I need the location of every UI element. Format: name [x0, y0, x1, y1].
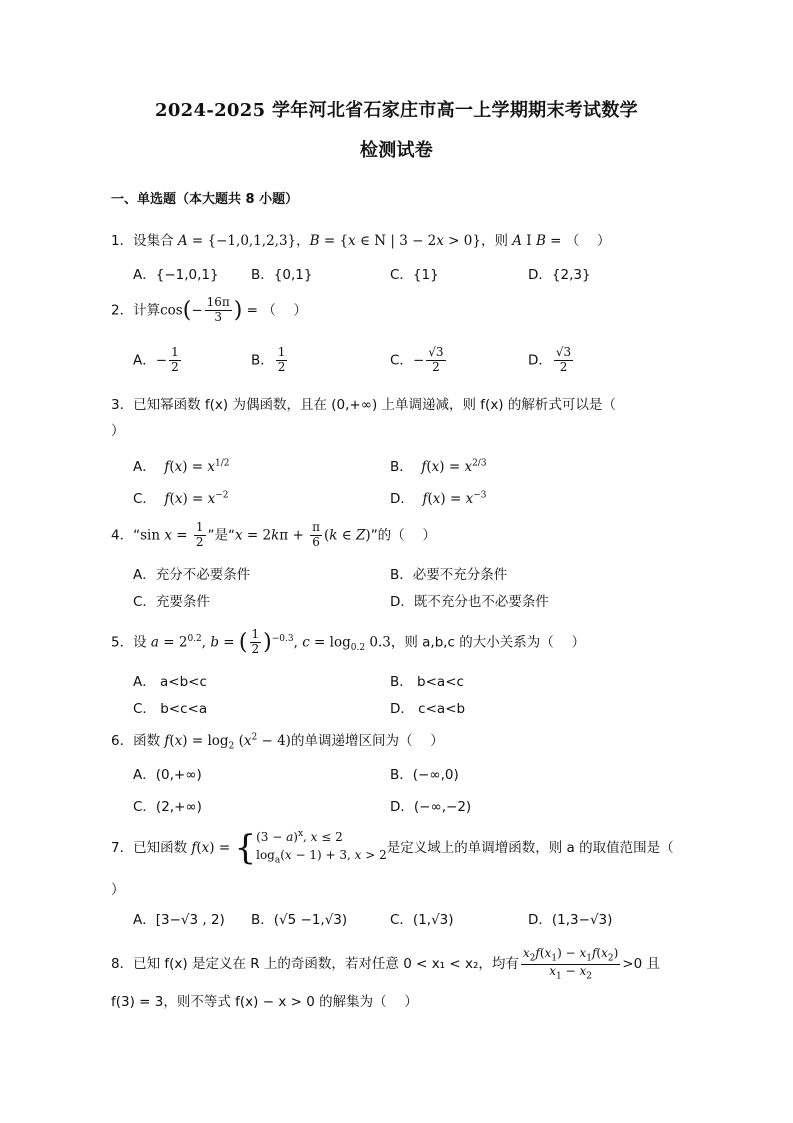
q1-option-c[interactable]: C．{1} [390, 267, 439, 283]
q5-option-a[interactable]: A． a<b<c [133, 674, 207, 690]
q1-option-b[interactable]: B．{0,1} [251, 267, 313, 283]
q2-option-d[interactable]: D． $\frac{√3}{2}$ [528, 345, 572, 374]
q3-option-c[interactable]: C． $f(x) = x^{-2}$ [133, 490, 229, 507]
question-7: 7．已知函数 f(x) = { $(3 - a)^x$, x ≤ 2 $\log_a(x - 1) + 3$, x > 2 是定义域上的单调增函数，则 a 的取值范围是（ [111, 827, 674, 868]
q4-option-a[interactable]: A．充分不必要条件 [133, 567, 251, 583]
question-7-continued: ） [111, 882, 125, 898]
section-heading: 一、单选题（本大题共 8 小题） [111, 192, 299, 207]
q3-option-a[interactable]: A． $f(x) = x^{1/2}$ [133, 458, 230, 475]
question-8: 8．已知 f(x) 是定义在 R 上的奇函数，若对任意 0 < x₁ < x₂，均有 $\frac{x_2f(x_1) - x_1f(x_2)}{x_1 - x_2}$ >0 且 [111, 946, 660, 982]
q7-option-c[interactable]: C．(1,√3) [390, 912, 454, 928]
q2-option-c[interactable]: C．− $\frac{√3}{2}$ [390, 345, 444, 374]
q6-option-c[interactable]: C．(2,+∞) [133, 799, 202, 815]
q3-option-d[interactable]: D． $f(x) = x^{-3}$ [390, 490, 487, 507]
q4-option-d[interactable]: D．既不充分也不必要条件 [390, 594, 549, 610]
q4-option-b[interactable]: B．必要不充分条件 [390, 567, 508, 583]
q6-option-a[interactable]: A．(0,+∞) [133, 767, 202, 783]
question-4: 4．“sin x = $\frac{1}{2}$ ”是“x = 2kπ + $\frac{\pi}{6}$ (k ∈ Z)”的（ ） [111, 520, 436, 549]
q7-option-d[interactable]: D．(1,3−√3) [528, 912, 613, 928]
question-3-continued: ） [111, 423, 125, 439]
q4-option-c[interactable]: C．充要条件 [133, 594, 210, 610]
question-5: 5．设 $a = 2^{0.2}$, b = ( $\frac{1}{2}$ )$^{-0.3}$, $c = \log_{0.2} 0.3$，则 a,b,c 的大小关系为（ ） [111, 627, 586, 656]
q7-option-a[interactable]: A．[3−√3 , 2) [133, 912, 225, 928]
question-2: 2．计算cos(− $\frac{16\pi}{3}$ ) = （ ） [111, 295, 308, 324]
question-1: 1．设集合 A = {−1,0,1,2,3}，B = {x ∈ N | 3 − 2x > 0}，则 A I B = （ ） [111, 233, 611, 249]
q3-option-b[interactable]: B． $f(x) = x^{2/3}$ [390, 458, 487, 475]
q5-option-c[interactable]: C． b<c<a [133, 701, 208, 717]
q6-option-d[interactable]: D．(−∞,−2) [390, 799, 472, 815]
question-8-continued: f(3) = 3，则不等式 f(x) − x > 0 的解集为（ ） [111, 994, 418, 1010]
q5-option-b[interactable]: B． b<a<c [390, 674, 464, 690]
q1-option-d[interactable]: D．{2,3} [528, 267, 591, 283]
exam-title: 2024-2025 学年河北省石家庄市高一上学期期末考试数学 [155, 100, 638, 121]
exam-subtitle: 检测试卷 [359, 140, 434, 161]
question-3: 3．已知幂函数 f(x) 为偶函数，且在 (0,+∞) 上单调递减，则 f(x) 的解析式可以是（ [111, 397, 616, 413]
q5-option-d[interactable]: D． c<a<b [390, 701, 466, 717]
q1-option-a[interactable]: A．{−1,0,1} [133, 267, 219, 283]
q7-option-b[interactable]: B．(√5 −1,√3) [251, 912, 348, 928]
q2-option-a[interactable]: A．− $\frac{1}{2}$ [133, 345, 179, 374]
q2-option-b[interactable]: B． $\frac{1}{2}$ [251, 345, 286, 374]
q6-option-b[interactable]: B．(−∞,0) [390, 767, 459, 783]
question-6: 6．函数 $f(x) = \log_2 (x^2 - 4)$的单调递增区间为（ ） [111, 732, 444, 752]
